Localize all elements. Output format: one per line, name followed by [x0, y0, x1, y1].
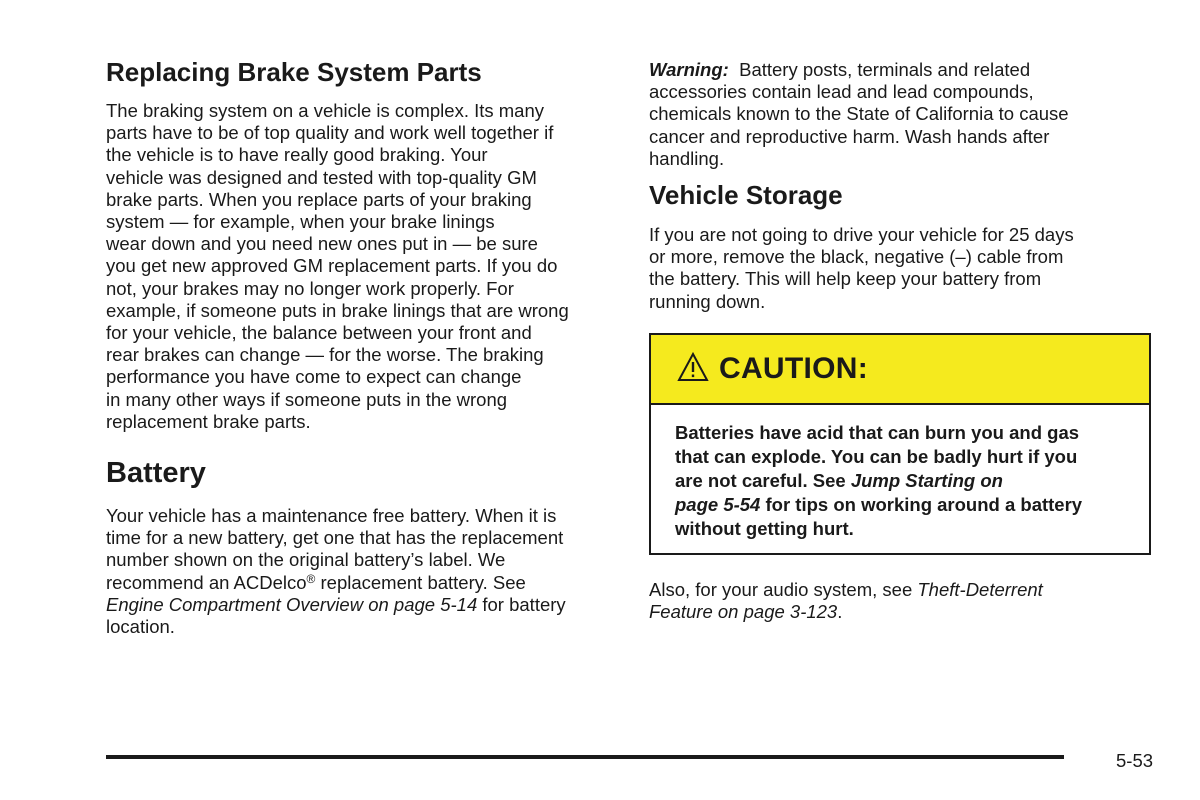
battery-paragraph — [106, 505, 626, 638]
jump-starting-reference[interactable]: Jump Starting on — [850, 470, 1003, 491]
audio-line-text: . — [837, 601, 843, 623]
brake-line: not, your brakes may no longer work properly. For — [106, 277, 514, 299]
battery-line: number shown on the original battery’s label. We — [106, 549, 506, 571]
brake-line: example, if someone puts in brake linings that are wrong — [106, 299, 569, 321]
warning-line: accessories contain lead and lead compounds, — [649, 81, 1034, 103]
brake-line: wear down and you need new ones put in — be sure — [106, 233, 538, 255]
brake-line: parts have to be of top quality and work well together if — [106, 122, 554, 144]
brake-line: rear brakes can change — for the worse. The braking — [106, 344, 544, 366]
theft-deterrent-page-reference[interactable]: Feature on page 3-123 — [649, 601, 838, 623]
warning-line — [649, 59, 1155, 81]
section-title-brake-parts: Replacing Brake System Parts — [106, 57, 482, 87]
section-title-battery: Battery — [106, 457, 206, 489]
jump-starting-page-reference[interactable]: page 5-54 — [675, 494, 761, 515]
battery-line: time for a new battery, get one that has the replacement — [106, 527, 564, 549]
caution-line — [675, 493, 1127, 517]
caution-header — [651, 335, 1149, 405]
battery-line — [106, 594, 626, 616]
warning-line-text: Battery posts, terminals and related — [728, 59, 1031, 80]
battery-line-text: replacement battery. See — [315, 571, 526, 593]
theft-deterrent-reference[interactable]: Theft-Deterrent — [917, 579, 1043, 600]
caution-line-text: are not careful. See — [675, 470, 851, 491]
storage-line: running down. — [649, 290, 766, 312]
warning-label: Warning: — [649, 59, 729, 80]
caution-line — [675, 469, 1127, 493]
battery-line-text: for battery — [477, 593, 566, 615]
page-number: 5-53 — [1116, 750, 1154, 771]
brake-line: system — for example, when your brake linings — [106, 211, 495, 233]
warning-paragraph — [649, 59, 1155, 170]
storage-line: If you are not going to drive your vehicle for 25 days — [649, 224, 1074, 245]
warning-line: chemicals known to the State of California to cause — [649, 103, 1069, 125]
warning-line: handling. — [649, 147, 725, 169]
caution-line: that can explode. You can be badly hurt if you — [675, 446, 1078, 467]
audio-line — [649, 601, 1155, 623]
caution-line: Batteries have acid that can burn you and gas — [675, 422, 1080, 443]
audio-paragraph — [649, 579, 1155, 623]
battery-line — [106, 572, 626, 594]
audio-line — [649, 579, 1155, 601]
warning-triangle-icon — [677, 352, 709, 382]
storage-line: the battery. This will help keep your battery from — [649, 268, 1042, 290]
registered-mark: ® — [306, 571, 316, 586]
brake-line: brake parts. When you replace parts of your braking — [106, 188, 532, 210]
caution-line-text: for tips on working around a battery — [760, 494, 1083, 515]
brake-line: replacement brake parts. — [106, 410, 311, 432]
brake-line: vehicle was designed and tested with top-quality GM — [106, 166, 537, 188]
caution-body — [651, 405, 1149, 541]
brake-line: the vehicle is to have really good braking. Your — [106, 144, 488, 166]
section-title-vehicle-storage: Vehicle Storage — [649, 180, 843, 210]
caution-title: CAUTION: — [719, 352, 869, 385]
brake-line: for your vehicle, the balance between your front and — [106, 322, 532, 344]
engine-compartment-reference[interactable]: Engine Compartment Overview on page 5-14 — [106, 593, 478, 615]
caution-box — [649, 333, 1151, 555]
battery-line: location. — [106, 616, 175, 638]
battery-line-text: recommend an ACDelco — [106, 571, 307, 593]
warning-line: cancer and reproductive harm. Wash hands after — [649, 125, 1050, 147]
brake-line: in many other ways if someone puts in the wrong — [106, 388, 508, 410]
battery-line: Your vehicle has a maintenance free battery. When it is — [106, 505, 557, 526]
storage-line: or more, remove the black, negative (–) cable from — [649, 246, 1064, 268]
audio-line-text: Also, for your audio system, see — [649, 579, 918, 600]
brake-line: The braking system on a vehicle is complex. Its many — [106, 100, 545, 121]
brake-parts-paragraph — [106, 100, 626, 433]
brake-line: performance you have come to expect can change — [106, 366, 522, 388]
caution-line: without getting hurt. — [675, 518, 854, 539]
footer-divider — [106, 755, 1064, 759]
storage-paragraph — [649, 224, 1155, 313]
brake-line: you get new approved GM replacement parts. If you do — [106, 255, 558, 277]
